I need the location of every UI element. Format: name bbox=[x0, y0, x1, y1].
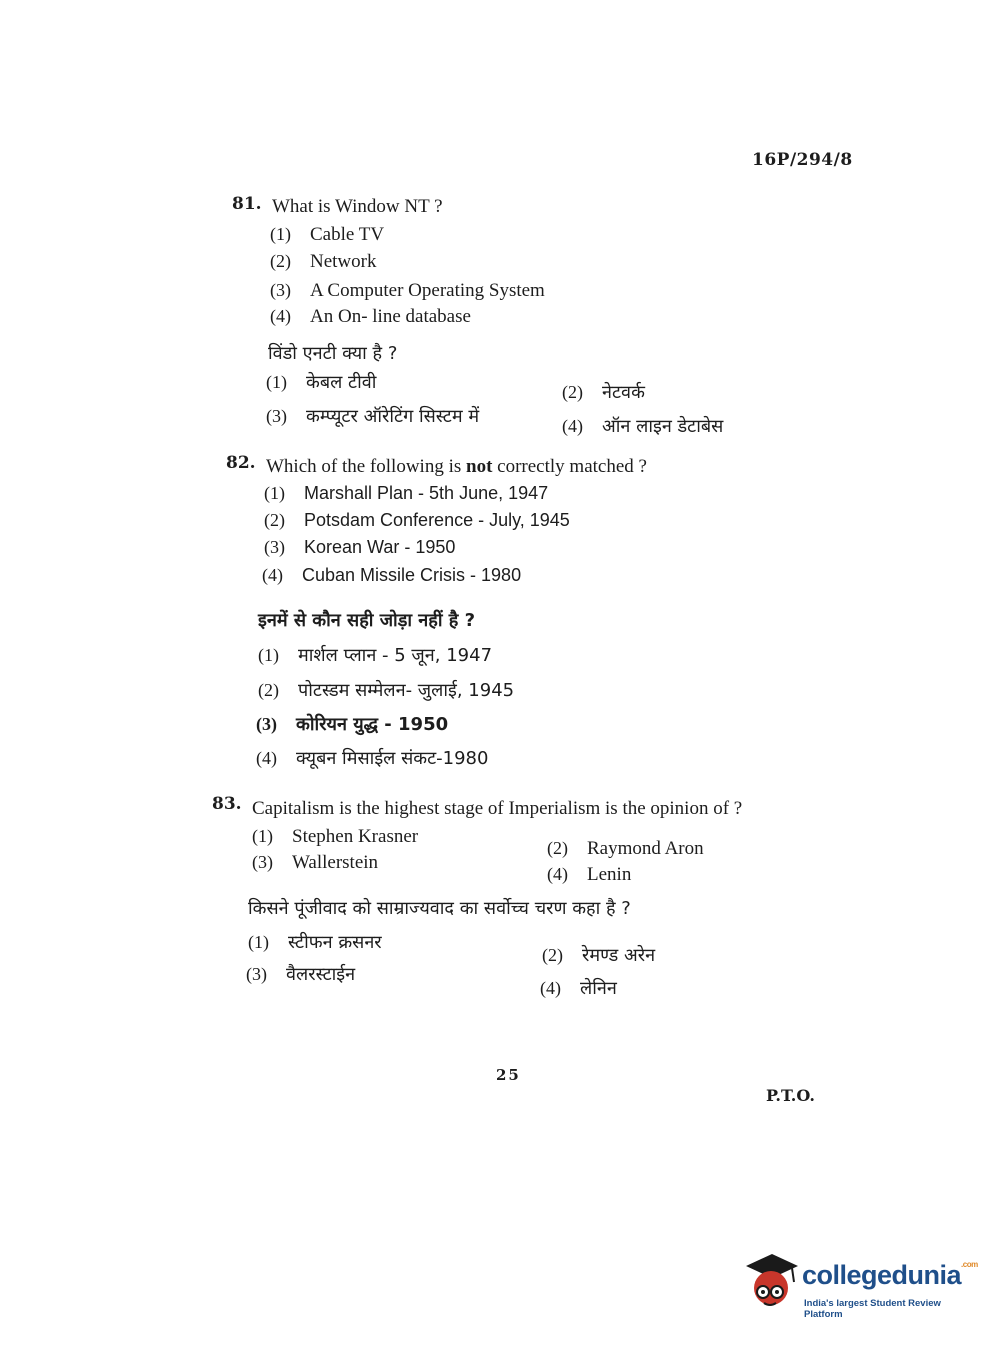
paper-code: 16P/294/8 bbox=[752, 150, 853, 170]
option-item: (3) A Computer Operating System bbox=[270, 280, 545, 301]
option-item-hindi: (2) पोटस्डम सम्मेलन- जुलाई, 1945 bbox=[258, 680, 515, 701]
option-item: (3) Wallerstein bbox=[252, 852, 379, 873]
pto-label: P.T.O. bbox=[766, 1086, 815, 1105]
logo-tagline: India's largest Student Review Platform bbox=[804, 1298, 941, 1320]
emphasis-not: not bbox=[466, 456, 493, 477]
question-text: Which of the following is not correctly matched ? bbox=[266, 456, 647, 477]
option-item-hindi: (4) ऑन लाइन डेटाबेस bbox=[562, 416, 724, 437]
option-item-hindi: (1) स्टीफन क्रसनर bbox=[248, 932, 382, 953]
question-text: Capitalism is the highest stage of Imperialism is the opinion of ? bbox=[252, 798, 743, 819]
question-number: 82. bbox=[226, 453, 256, 473]
option-item: (2) Potsdam Conference - July, 1945 bbox=[264, 510, 570, 530]
page-number: 25 bbox=[496, 1066, 521, 1084]
option-item-hindi: (4) लेनिन bbox=[540, 978, 617, 999]
collegedunia-logo bbox=[742, 1248, 978, 1320]
option-item-hindi: (2) नेटवर्क bbox=[562, 382, 645, 403]
option-item-hindi: (1) केबल टीवी bbox=[266, 372, 377, 393]
option-item-hindi: (2) रेमण्ड अरेन bbox=[542, 945, 656, 966]
option-item: (2) Raymond Aron bbox=[547, 838, 704, 859]
option-item: (4) Cuban Missile Crisis - 1980 bbox=[262, 565, 522, 585]
option-item: (1) Stephen Krasner bbox=[252, 826, 419, 847]
option-item-hindi: (4) क्यूबन मिसाईल संकट-1980 bbox=[256, 748, 489, 769]
logo-suffix: .com bbox=[961, 1260, 978, 1269]
option-item: (1) Marshall Plan - 5th June, 1947 bbox=[264, 483, 549, 503]
logo-wordmark: collegedunia bbox=[802, 1260, 962, 1290]
option-item: (2) Network bbox=[270, 251, 377, 272]
question-number: 83. bbox=[212, 794, 242, 814]
question-number: 81. bbox=[232, 194, 262, 214]
option-item-hindi: (1) मार्शल प्लान - 5 जून, 1947 bbox=[258, 645, 493, 666]
option-item-hindi: (3) कम्प्यूटर ऑरेटिंग सिस्टम में bbox=[266, 406, 480, 427]
option-item: (1) Cable TV bbox=[270, 224, 385, 245]
option-item: (3) Korean War - 1950 bbox=[264, 537, 456, 557]
question-text-hindi: किसने पूंजीवाद को साम्राज्यवाद का सर्वोच्च चरण कहा है ? bbox=[248, 898, 631, 919]
question-text-hindi: इनमें से कौन सही जोड़ा नहीं है ? bbox=[258, 610, 476, 631]
question-text: What is Window NT ? bbox=[272, 196, 443, 217]
option-item: (4) Lenin bbox=[547, 864, 632, 885]
mascot-icon bbox=[742, 1248, 800, 1312]
option-item-hindi: (3) वैलरस्टाईन bbox=[246, 964, 356, 985]
question-text-hindi: विंडो एनटी क्या है ? bbox=[268, 343, 398, 364]
option-item-hindi: (3) कोरियन युद्ध - 1950 bbox=[256, 714, 449, 735]
option-item: (4) An On- line database bbox=[270, 306, 471, 327]
